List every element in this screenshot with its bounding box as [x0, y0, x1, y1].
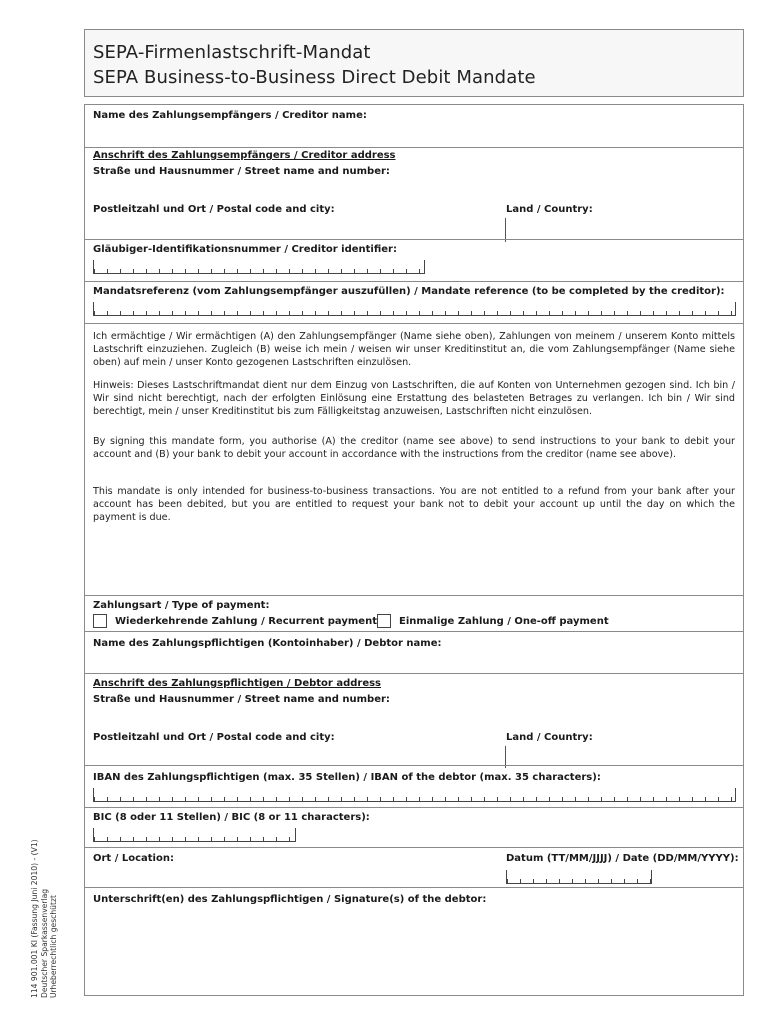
mandate-reference-label: Mandatsreferenz (vom Zahlungsempfänger auszufüllen) / Mandate reference (to be completed by the creditor):: [93, 286, 725, 297]
iban-comb[interactable]: [93, 788, 736, 802]
creditor-street-field[interactable]: [93, 180, 733, 200]
creditor-identifier-section: [85, 239, 743, 282]
oneoff-payment-checkbox[interactable]: [377, 614, 391, 628]
mandate-form: [84, 104, 744, 996]
creditor-country-label: Land / Country:: [506, 204, 593, 215]
creditor-identifier-comb[interactable]: [93, 260, 425, 274]
debtor-address-section: [85, 673, 743, 766]
creditor-name-label: Name des Zahlungsempfängers / Creditor name:: [93, 110, 367, 121]
mandate-text-section: [85, 323, 743, 596]
debtor-country-label: Land / Country:: [506, 732, 593, 743]
publisher: Deutscher Sparkassenverlag: [39, 888, 49, 998]
debtor-postal-label: Postleitzahl und Ort / Postal code and city:: [93, 732, 335, 743]
mandate-text-en-1: By signing this mandate form, you authorise (A) the creditor (name see above) to send instructions to your bank to debit your account and (B) your bank to debit your account in accordance with the instructions from the creditor (name see above).: [93, 436, 735, 461]
creditor-address-section: [85, 147, 743, 240]
mandate-text-de-1: Ich ermächtige / Wir ermächtigen (A) den Zahlungsempfänger (Name siehe oben), Zahlungen von meinem / unserem Konto mittels Lastschrift einzuziehen. Zugleich (B) weise ich mein / weisen wir unser Kreditinstitut an, die vom Zahlungsempfänger (Name siehe oben) auf mein / unser Konto gezogenen Lastschriften einzulösen.: [93, 331, 735, 369]
signature-field[interactable]: [93, 912, 733, 992]
creditor-address-heading: Anschrift des Zahlungsempfängers / Creditor address: [93, 150, 396, 161]
recurrent-payment-checkbox[interactable]: [93, 614, 107, 628]
debtor-street-label: Straße und Hausnummer / Street name and number:: [93, 694, 390, 705]
form-number: 114 901.001 KI (Fassung Juni 2010) - (V1): [30, 839, 39, 998]
iban-label: IBAN des Zahlungspflichtigen (max. 35 Stellen) / IBAN of the debtor (max. 35 characters):: [93, 772, 601, 783]
signature-label: Unterschrift(en) des Zahlungspflichtigen / Signature(s) of the debtor:: [93, 894, 487, 905]
iban-section: [85, 765, 743, 808]
bic-comb[interactable]: [93, 828, 296, 842]
debtor-name-label: Name des Zahlungspflichtigen (Kontoinhaber) / Debtor name:: [93, 638, 442, 649]
creditor-street-label: Straße und Hausnummer / Street name and number:: [93, 166, 390, 177]
date-comb[interactable]: [506, 870, 652, 884]
title-english: SEPA Business-to-Business Direct Debit Mandate: [93, 67, 536, 88]
oneoff-payment-label: Einmalige Zahlung / One-off payment: [399, 616, 609, 627]
recurrent-payment-label: Wiederkehrende Zahlung / Recurrent payment: [115, 616, 377, 627]
debtor-street-field[interactable]: [93, 708, 733, 728]
location-field[interactable]: [93, 866, 493, 886]
mandate-text-de-2: Hinweis: Dieses Lastschriftmandat dient nur dem Einzug von Lastschriften, die auf Konten von Unternehmen gezogen sind. Ich bin / Wir sind nicht berechtigt, nach der erfolgten Einlösung eine Erstattung des belasteten Betrages zu verlangen. Ich bin / Wir sind berechtigt, mein / unser Kreditinstitut bis zum Fälligkeitstag anzuweisen, Lastschriften nicht einzulösen.: [93, 380, 735, 418]
debtor-name-field[interactable]: [93, 652, 733, 670]
date-label: Datum (TT/MM/JJJJ) / Date (DD/MM/YYYY):: [506, 853, 739, 864]
form-header: [84, 29, 744, 97]
title-german: SEPA-Firmenlastschrift-Mandat: [93, 42, 371, 63]
location-date-section: [85, 847, 743, 888]
mandate-reference-section: [85, 281, 743, 324]
copyright: Urheberrechtlich geschützt: [49, 895, 58, 998]
creditor-identifier-label: Gläubiger-Identifikationsnummer / Creditor identifier:: [93, 244, 397, 255]
payment-type-section: [85, 595, 743, 632]
bic-section: [85, 807, 743, 848]
debtor-name-section: [85, 631, 743, 674]
bic-label: BIC (8 oder 11 Stellen) / BIC (8 or 11 characters):: [93, 812, 370, 823]
mandate-reference-comb[interactable]: [93, 302, 736, 316]
payment-type-label: Zahlungsart / Type of payment:: [93, 600, 270, 611]
debtor-address-heading: Anschrift des Zahlungspflichtigen / Debtor address: [93, 678, 382, 689]
form-footer: [30, 839, 59, 998]
mandate-text-en-2: This mandate is only intended for business-to-business transactions. You are not entitled to a refund from your bank after your account has been debited, but you are entitled to request your bank not to debit your account up until the day on which the payment is due.: [93, 486, 735, 524]
location-label: Ort / Location:: [93, 853, 174, 864]
signature-section: [85, 887, 743, 996]
creditor-postal-label: Postleitzahl und Ort / Postal code and city:: [93, 204, 335, 215]
creditor-name-field[interactable]: [93, 125, 733, 145]
